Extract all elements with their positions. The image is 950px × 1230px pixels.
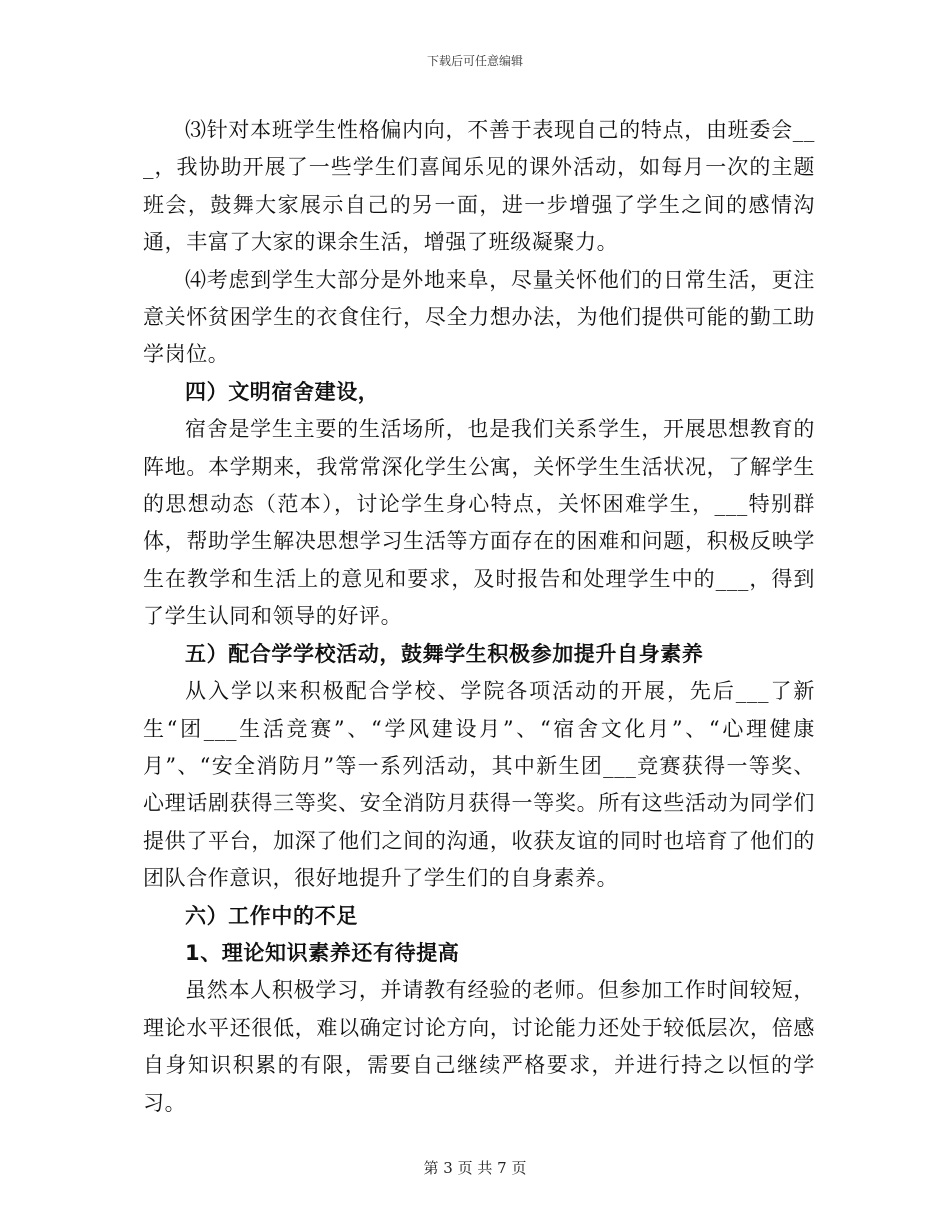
- page-header: 下载后可任意编辑: [426, 54, 523, 68]
- section-heading-shortcomings: 六）工作中的不足: [185, 903, 358, 928]
- subheading-theory: 1、理论知识素养还有待提高: [185, 940, 460, 965]
- page-footer: 第 3 页 共 7 页: [423, 1159, 527, 1177]
- paragraph-dormitory: 宿舍是学生主要的生活场所，也是我们关系学生，开展思想教育的阵地。本学期来，我常常深化学生公寓，关怀学生生活状况，了解学生的思想动态（范本），讨论学生身心特点，关怀困难学生，___特别群体，帮助学生解决思想学习生活等方面存在的困难和问题，积极反映学生在教学和生活上的意见和要求，及时报告和处理学生中的___，得到了学生认同和领导的好评。: [143, 417, 815, 629]
- document-body: [143, 112, 815, 1122]
- paragraph-item-4: ⑷考虑到学生大部分是外地来阜，尽量关怀他们的日常生活，更注意关怀贫困学生的衣食住行，尽全力想办法，为他们提供可能的勤工助学岗位。: [143, 267, 815, 367]
- paragraph-item-3: ⑶针对本班学生性格偏内向，不善于表现自己的特点，由班委会___，我协助开展了一些学生们喜闻乐见的课外活动，如每月一次的主题班会，鼓舞大家展示自己的另一面，进一步增强了学生之间的感情沟通，丰富了大家的课余生活，增强了班级凝聚力。: [143, 118, 815, 255]
- paragraph-activities: 从入学以来积极配合学校、学院各项活动的开展，先后___了新生“团___生活竞赛”、“学风建设月”、“宿舍文化月”、“心理健康月”、“安全消防月”等一系列活动，其中新生团___竞赛获得一等奖、心理话剧获得三等奖、安全消防月获得一等奖。所有这些活动为同学们提供了平台，加深了他们之间的沟通，收获友谊的同时也培育了他们的团队合作意识，很好地提升了学生们的自身素养。: [143, 679, 815, 891]
- paragraph-theory: 虽然本人积极学习，并请教有经验的老师。但参加工作时间较短，理论水平还很低，难以确定讨论方向，讨论能力还处于较低层次，倍感自身知识积累的有限，需要自己继续严格要求，并进行持之以恒的学习。: [143, 978, 815, 1115]
- section-heading-activities: 五）配合学学校活动，鼓舞学生积极参加提升自身素养: [185, 641, 704, 666]
- section-heading-dormitory: 四）文明宿舍建设，: [185, 379, 380, 404]
